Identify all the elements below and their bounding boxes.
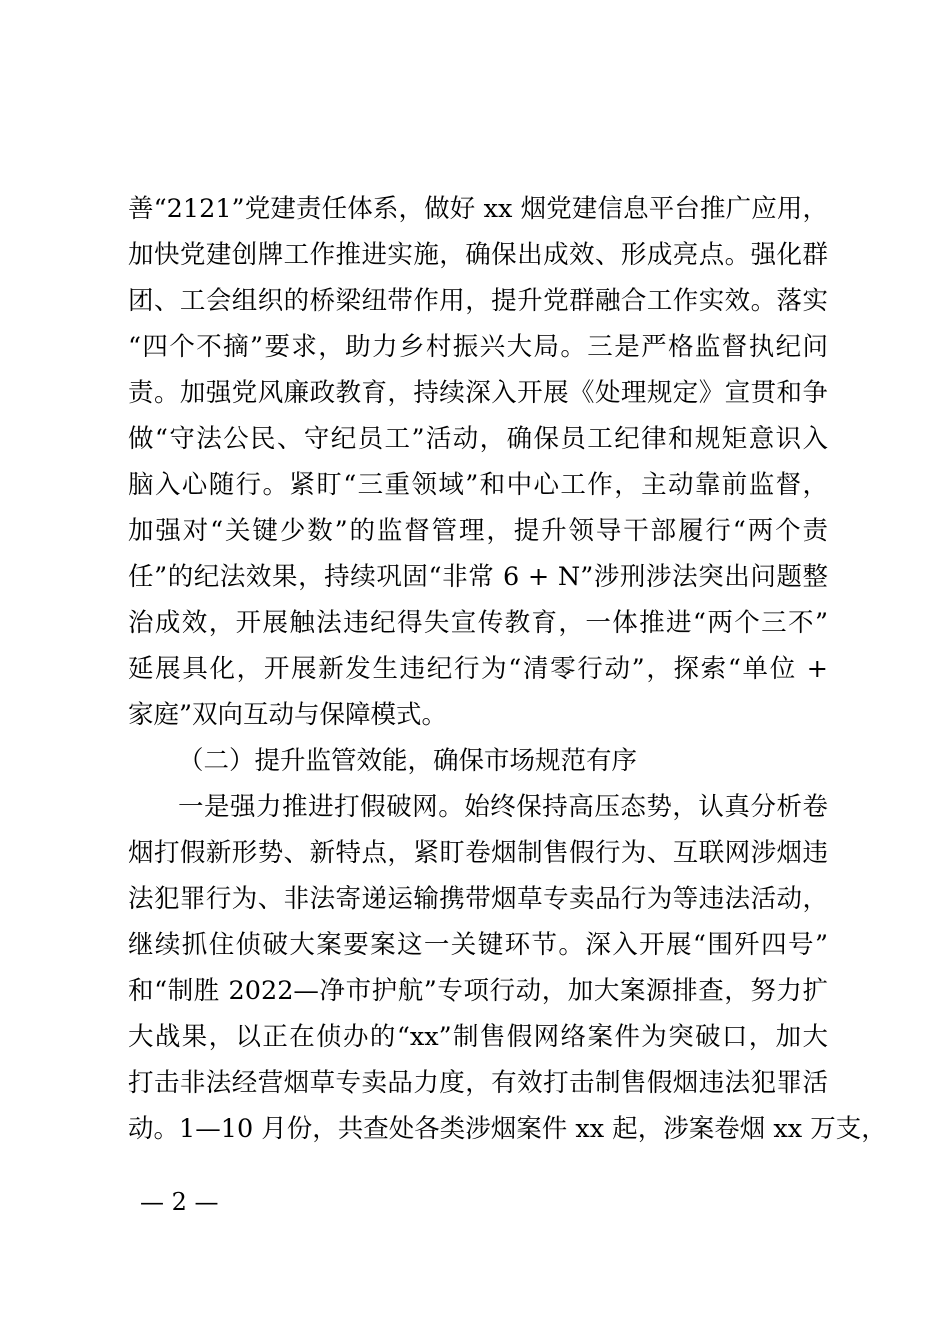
paragraph-1-line-3: 团、工会组织的桥梁纽带作用，提升党群融合工作实效。落实 xyxy=(128,286,828,316)
paragraph-1-line-6: 做“守法公民、守纪员工”活动，确保员工纪律和规矩意识入 xyxy=(128,424,828,454)
paragraph-1-line-1: 善“2121”党建责任体系，做好 xx 烟党建信息平台推广应用， xyxy=(128,194,828,224)
paragraph-1-line-4: “四个不摘”要求，助力乡村振兴大局。三是严格监督执纪问 xyxy=(128,332,828,362)
paragraph-2-line-2: 烟打假新形势、新特点，紧盯卷烟制售假行为、互联网涉烟违 xyxy=(128,838,828,868)
paragraph-1-line-8: 加强对“关键少数”的监督管理，提升领导干部履行“两个责 xyxy=(128,516,828,546)
paragraph-1-line-9: 任”的纪法效果，持续巩固“非常 6 + N”涉刑涉法突出问题整 xyxy=(128,562,828,592)
paragraph-1-line-12: 家庭”双向互动与保障模式。 xyxy=(128,700,448,730)
paragraph-2-line-4: 继续抓住侦破大案要案这一关键环节。深入开展“围歼四号” xyxy=(128,930,828,960)
paragraph-2-line-6: 大战果，以正在侦办的“xx”制售假网络案件为突破口，加大 xyxy=(128,1022,828,1052)
paragraph-1-line-2: 加快党建创牌工作推进实施，确保出成效、形成亮点。强化群 xyxy=(128,240,828,270)
paragraph-1-line-10: 治成效，开展触法违纪得失宣传教育，一体推进“两个三不” xyxy=(128,608,828,638)
paragraph-2-line-1: 一是强力推进打假破网。始终保持高压态势，认真分析卷 xyxy=(178,792,828,822)
page-number: — 2 — xyxy=(140,1188,219,1216)
paragraph-2-line-3: 法犯罪行为、非法寄递运输携带烟草专卖品行为等违法活动， xyxy=(128,884,828,914)
paragraph-2-line-7: 打击非法经营烟草专卖品力度，有效打击制售假烟违法犯罪活 xyxy=(128,1068,828,1098)
paragraph-1-line-5: 责。加强党风廉政教育，持续深入开展《处理规定》宣贯和争 xyxy=(128,378,828,408)
section-heading: （二）提升监管效能，确保市场规范有序 xyxy=(178,746,638,776)
paragraph-2-line-8: 动。1—10 月份，共查处各类涉烟案件 xx 起，涉案卷烟 xx 万支， xyxy=(128,1114,887,1144)
paragraph-1-line-11: 延展具化，开展新发生违纪行为“清零行动”，探索“单位 + xyxy=(128,654,828,684)
paragraph-1-line-7: 脑入心随行。紧盯“三重领域”和中心工作，主动靠前监督， xyxy=(128,470,828,500)
paragraph-2-line-5: 和“制胜 2022—净市护航”专项行动，加大案源排查，努力扩 xyxy=(128,976,828,1006)
